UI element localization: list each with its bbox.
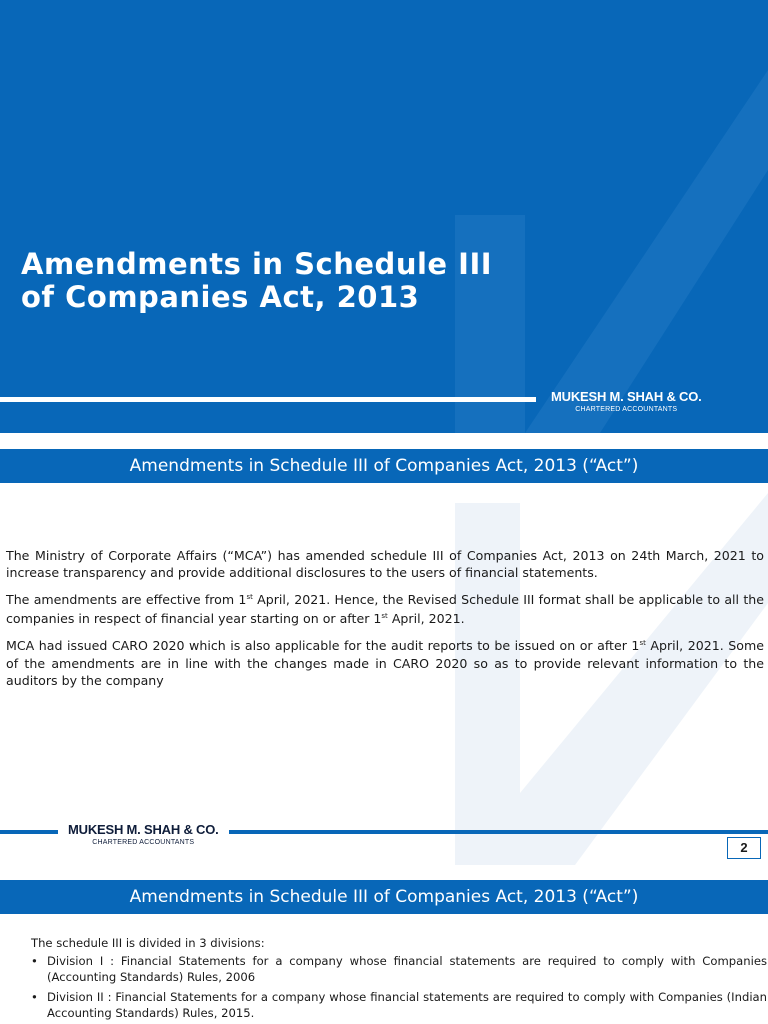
bullet-icon: •	[31, 954, 38, 968]
firm-logo-tagline: CHARTERED ACCOUNTANTS	[575, 406, 678, 413]
content-slide-2	[0, 433, 768, 865]
slide-title-line-2: of Companies Act, 2013	[21, 280, 420, 314]
page-number: 2	[727, 837, 761, 859]
title-slide	[0, 0, 768, 433]
footer-divider-left	[0, 830, 58, 834]
superscript: st	[639, 639, 646, 648]
section-heading-banner: Amendments in Schedule III of Companies Act, 2013 (“Act”)	[0, 880, 768, 914]
firm-logo-name: MUKESH M. SHAH & CO.	[551, 389, 702, 404]
footer-divider-right	[229, 830, 768, 834]
list-item	[31, 953, 768, 985]
slide-body	[6, 547, 764, 697]
firm-logo	[68, 822, 219, 847]
paragraph-text: April, 2021. Hence, the Revised Schedule III format shall be applicable to all the companies in respect of financial year starting on or after 1	[6, 592, 764, 627]
list-item-text: Division I : Financial Statements for a company whose financial statements are required to comply with Companies (Accounting Standards) Rules, 2006	[47, 954, 767, 984]
paragraph-text: MCA had issued CARO 2020 which is also applicable for the audit reports to be issued on or after 1	[6, 638, 640, 654]
paragraph-text: April, 2021.	[387, 611, 465, 627]
content-slide-3	[0, 865, 768, 1024]
paragraph-caro-2020	[6, 635, 764, 688]
slide-title	[21, 248, 581, 314]
section-heading-banner: Amendments in Schedule III of Companies Act, 2013 (“Act”)	[0, 449, 768, 483]
paragraph-text: April, 2021. Some of the amendments are in line with the changes made in CARO 2020 so as to provide relevant information to the auditors by the company	[6, 638, 764, 688]
paragraph-text: The Ministry of Corporate Affairs (“MCA”) has amended schedule III of Companies Act, 2013 on 24th March, 2021 to increase transparency and provide additional disclosures to the users of financial statements.	[6, 548, 764, 580]
title-divider	[0, 397, 536, 402]
check-watermark-icon	[0, 0, 768, 433]
divisions-list	[31, 953, 768, 1021]
paragraph-mca-amendment	[6, 547, 764, 581]
list-item-text: Division II : Financial Statements for a company whose financial statements are required to comply with Companies (Indian Accounting Standards) Rules, 2015.	[47, 990, 767, 1020]
superscript: st	[246, 593, 253, 601]
firm-logo	[551, 389, 702, 414]
divisions-intro: The schedule III is divided in 3 divisions:	[31, 936, 265, 950]
bullet-icon: •	[31, 990, 38, 1004]
paragraph-text: The amendments are effective from 1	[6, 592, 247, 608]
list-item	[31, 989, 768, 1021]
paragraph-effective-date	[6, 589, 764, 627]
firm-logo-name: MUKESH M. SHAH & CO.	[68, 822, 219, 837]
slide-title-line-1: Amendments in Schedule III	[21, 247, 493, 281]
slide-body	[31, 935, 768, 1024]
superscript: st	[381, 612, 388, 621]
firm-logo-tagline: CHARTERED ACCOUNTANTS	[92, 839, 195, 846]
